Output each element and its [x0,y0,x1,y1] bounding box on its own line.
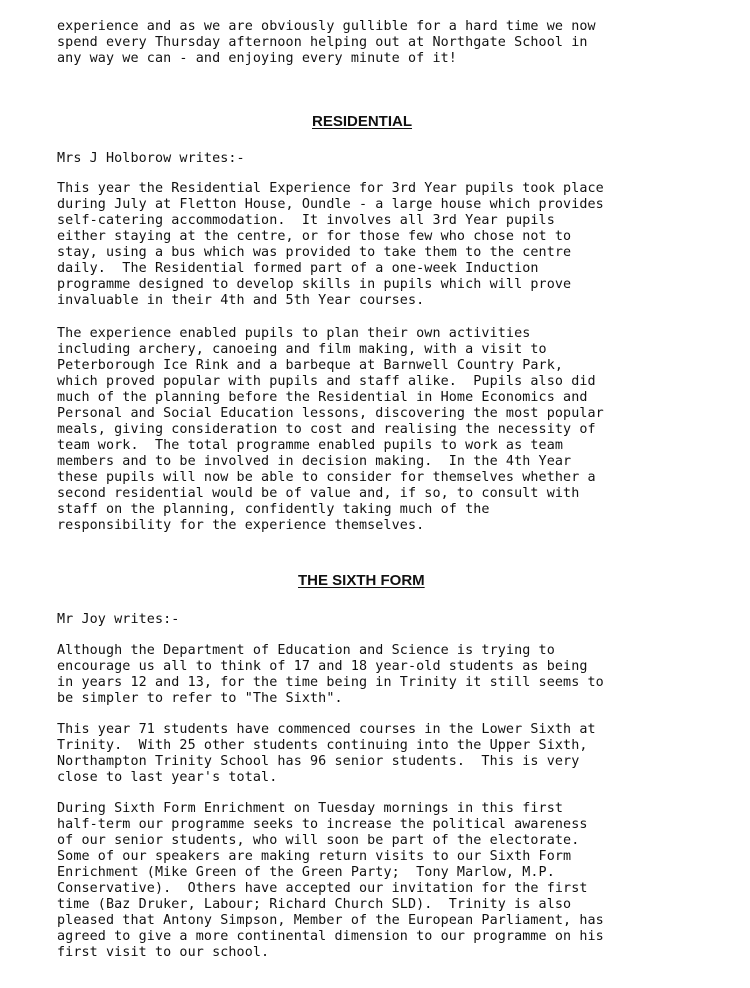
residential-paragraph-1: This year the Residential Experience for 3rd Year pupils took place during July at Fletton House, Oundle - a large house which provides self-catering accommodation. It involves all 3rd Year pupils either staying at the centre, or for those few who chose not to stay, using a bus which was provided to take them to the centre daily. The Residential formed part of a one-week Induction programme designed to develop skills in pupils which will prove invaluable in their 4th and 5th Year courses. [57,181,604,308]
residential-byline: Mrs J Holborow writes:- [57,151,245,166]
sixth-form-heading: THE SIXTH FORM [298,572,425,589]
intro-paragraph: experience and as we are obviously gullible for a hard time we now spend every Thursday afternoon helping out at Northgate School in any way we can - and enjoying every minute of it! [57,19,596,66]
sixth-form-paragraph-1: Although the Department of Education and Science is trying to encourage us all to think of 17 and 18 year-old students as being in years 12 and 13, for the time being in Trinity it still seems to be simpler to refer to "The Sixth". [57,643,604,706]
sixth-form-byline: Mr Joy writes:- [57,612,180,627]
residential-paragraph-2: The experience enabled pupils to plan their own activities including archery, canoeing and film making, with a visit to Peterborough Ice Rink and a barbeque at Barnwell Country Park, which proved popular with pupils and staff alike. Pupils also did much of the planning before the Residential in Home Economics and Personal and Social Education lessons, discovering the most popular meals, giving consideration to cost and realising the necessity of team work. The total programme enabled pupils to work as team members and to be involved in decision making. In the 4th Year these pupils will now be able to consider for themselves whether a second residential would be of value and, if so, to consult with staff on the planning, confidently taking much of the responsibility for the experience themselves. [57,326,604,533]
sixth-form-paragraph-2: This year 71 students have commenced courses in the Lower Sixth at Trinity. With 25 other students continuing into the Upper Sixth, Northampton Trinity School has 96 senior students. This is very close to last year's total. [57,722,596,785]
residential-heading: RESIDENTIAL [312,113,413,130]
sixth-form-paragraph-3: During Sixth Form Enrichment on Tuesday mornings in this first half-term our programme seeks to increase the political awareness of our senior students, who will soon be part of the electorate. Some of our speakers are making return visits to our Sixth Form Enrichment (Mike Green of the Green Party; Tony Marlow, M.P. Conservative). Others have accepted our invitation for the first time (Baz Druker, Labour; Richard Church SLD). Trinity is also pleased that Antony Simpson, Member of the European Parliament, has agreed to give a more continental dimension to our programme on his first visit to our school. [57,801,604,960]
